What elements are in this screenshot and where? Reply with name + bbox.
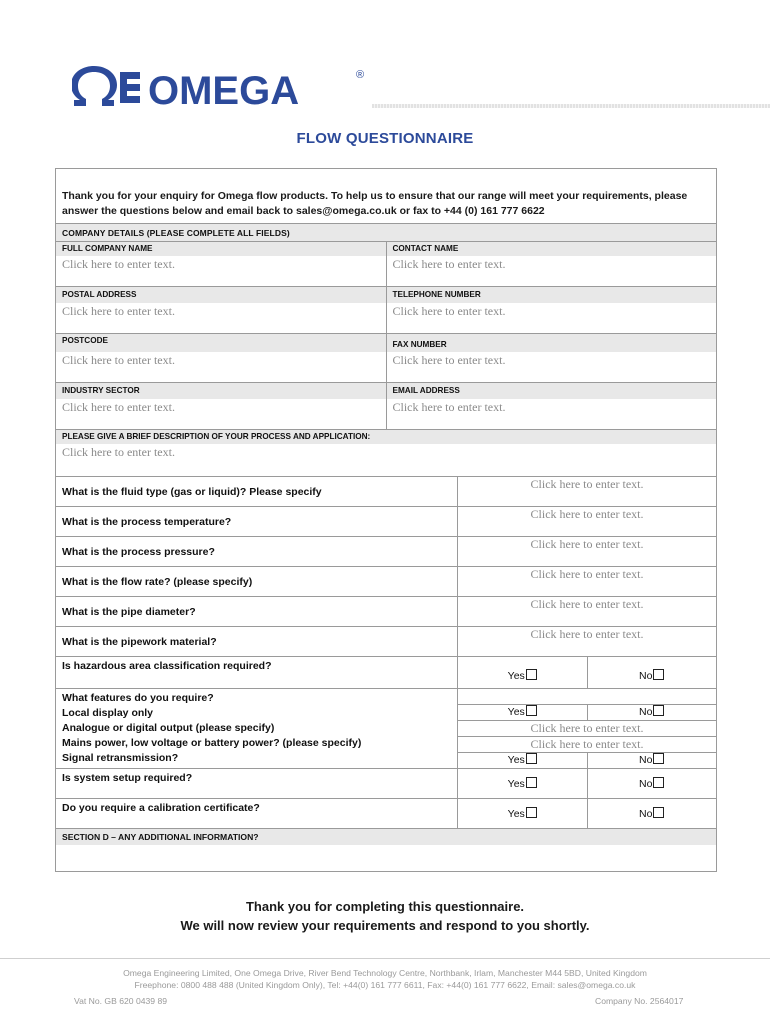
hazardous-yes[interactable]: [458, 657, 587, 688]
calibration-yes[interactable]: [458, 799, 587, 828]
omega-logo-icon: [72, 66, 372, 112]
question-row: [56, 567, 716, 597]
footer-line-2: Freephone: 0800 488 488 (United Kingdom Only), Tel: +44(0) 161 777 6611, Fax: +44(0) 161 777 6622, Email: sales@omega.co.uk: [134, 980, 636, 990]
omega-logo: [72, 66, 372, 112]
question-setup: Is system setup required?: [56, 769, 458, 798]
features-heading: What features do you require?: [62, 692, 214, 704]
question-pressure: What is the process pressure?: [56, 537, 458, 566]
row-postcode-fax: [56, 334, 716, 383]
company-number: Company No. 2564017: [595, 996, 684, 1006]
temperature-field[interactable]: Click here to enter text.: [530, 507, 644, 521]
question-row: [56, 537, 716, 567]
features-questions: [56, 689, 458, 768]
postal-address-label: POSTAL ADDRESS: [56, 287, 386, 303]
registered-mark: ®: [356, 69, 365, 81]
row-hazardous: [56, 657, 716, 689]
question-flow-rate: What is the flow rate? (please specify): [56, 567, 458, 596]
calibration-no[interactable]: [587, 799, 717, 828]
setup-no[interactable]: [587, 769, 717, 798]
no-label: No: [639, 706, 653, 718]
row-process-description: [56, 430, 716, 477]
telephone-field[interactable]: Click here to enter text.: [392, 304, 506, 318]
footer-rule: [0, 958, 770, 959]
pipework-material-field[interactable]: Click here to enter text.: [530, 627, 644, 641]
email-field[interactable]: Click here to enter text.: [392, 400, 506, 414]
process-description-label: PLEASE GIVE A BRIEF DESCRIPTION OF YOUR PROCESS AND APPLICATION:: [56, 430, 716, 444]
row-calibration: [56, 799, 716, 829]
question-fluid-type: What is the fluid type (gas or liquid)? Please specify: [56, 477, 458, 506]
footer-address: [0, 967, 770, 991]
contact-name-field[interactable]: Click here to enter text.: [392, 257, 506, 271]
company-details-heading: COMPANY DETAILS (PLEASE COMPLETE ALL FIELDS): [56, 224, 716, 242]
yes-label: Yes: [507, 670, 525, 682]
closing-message: [0, 897, 770, 935]
flow-rate-field[interactable]: Click here to enter text.: [530, 567, 644, 581]
industry-label: INDUSTRY SECTOR: [56, 383, 386, 399]
pipe-diameter-field[interactable]: Click here to enter text.: [530, 597, 644, 611]
telephone-label: TELEPHONE NUMBER: [387, 287, 717, 303]
row-industry-email: [56, 383, 716, 430]
question-row: [56, 477, 716, 507]
row-setup: [56, 769, 716, 799]
signal-yes[interactable]: [458, 753, 587, 768]
row-section-d: [56, 829, 716, 872]
row-company-contact: [56, 242, 716, 287]
page-title: FLOW QUESTIONNAIRE: [296, 130, 474, 147]
process-description-field[interactable]: Click here to enter text.: [62, 445, 175, 459]
analogue-output-field[interactable]: Click here to enter text.: [458, 721, 716, 737]
yes-label: Yes: [507, 808, 525, 820]
email-label: EMAIL ADDRESS: [387, 383, 717, 399]
brand-name: OMEGA: [148, 69, 300, 112]
postcode-field[interactable]: Click here to enter text.: [62, 353, 175, 367]
contact-name-label: CONTACT NAME: [387, 242, 717, 256]
checkbox-icon: [653, 807, 664, 818]
question-row: [56, 597, 716, 627]
additional-info-field[interactable]: [56, 845, 716, 871]
postcode-label: POSTCODE: [56, 334, 386, 352]
checkbox-icon: [526, 777, 537, 788]
checkbox-icon: [526, 807, 537, 818]
local-display-yes[interactable]: [458, 705, 587, 720]
checkbox-icon: [653, 753, 664, 764]
checkbox-icon: [653, 705, 664, 716]
feature-local-display: Local display only: [62, 707, 154, 719]
checkbox-icon: [526, 753, 537, 764]
checkbox-icon: [526, 705, 537, 716]
fax-label: FAX NUMBER: [387, 334, 717, 352]
row-address-telephone: [56, 287, 716, 334]
yes-label: Yes: [507, 754, 525, 766]
question-row: [56, 627, 716, 657]
question-pipework-material: What is the pipework material?: [56, 627, 458, 656]
feature-signal: Signal retransmission?: [62, 752, 179, 764]
questionnaire-form: [55, 168, 717, 872]
fluid-type-field[interactable]: Click here to enter text.: [530, 477, 644, 491]
feature-power: Mains power, low voltage or battery power? (please specify): [62, 737, 362, 749]
question-calibration: Do you require a calibration certificate?: [56, 799, 458, 828]
no-label: No: [639, 670, 653, 682]
local-display-no[interactable]: [587, 705, 717, 720]
vat-number: Vat No. GB 620 0439 89: [74, 996, 168, 1006]
thanks-line-1: Thank you for completing this questionnaire.: [245, 899, 525, 914]
row-features: [56, 689, 716, 769]
no-label: No: [639, 808, 653, 820]
yes-label: Yes: [507, 706, 525, 718]
yes-label: Yes: [507, 778, 525, 790]
question-pipe-diameter: What is the pipe diameter?: [56, 597, 458, 626]
thanks-line-2: We will now review your requirements and respond to you shortly.: [180, 918, 590, 933]
section-d-label: SECTION D – ANY ADDITIONAL INFORMATION?: [56, 829, 716, 845]
signal-no[interactable]: [587, 753, 717, 768]
checkbox-icon: [526, 669, 537, 680]
power-field[interactable]: Click here to enter text.: [458, 737, 716, 753]
pressure-field[interactable]: Click here to enter text.: [530, 537, 644, 551]
question-row: [56, 507, 716, 537]
no-label: No: [639, 754, 653, 766]
fax-field[interactable]: Click here to enter text.: [392, 353, 506, 367]
checkbox-icon: [653, 777, 664, 788]
postal-address-field[interactable]: Click here to enter text.: [62, 304, 175, 318]
checkbox-icon: [653, 669, 664, 680]
setup-yes[interactable]: [458, 769, 587, 798]
industry-field[interactable]: Click here to enter text.: [62, 400, 175, 414]
feature-analogue-output: Analogue or digital output (please specify): [62, 722, 275, 734]
company-name-field[interactable]: Click here to enter text.: [62, 257, 175, 271]
hazardous-no[interactable]: [587, 657, 717, 688]
footer-line-1: Omega Engineering Limited, One Omega Drive, River Bend Technology Centre, Northbank, Irlam, Manchester M44 5BD, United Kingdom: [123, 968, 647, 978]
intro-text: Thank you for your enquiry for Omega flow products. To help us to ensure that our range will meet your requirements, please answer the questions below and email back to sales@omega.co.uk or fax to +44 (0) 161 777 6622: [56, 169, 716, 224]
question-temperature: What is the process temperature?: [56, 507, 458, 536]
company-name-label: FULL COMPANY NAME: [56, 242, 386, 256]
question-hazardous: Is hazardous area classification required?: [56, 657, 458, 688]
no-label: No: [639, 778, 653, 790]
header-rule: [372, 104, 770, 108]
